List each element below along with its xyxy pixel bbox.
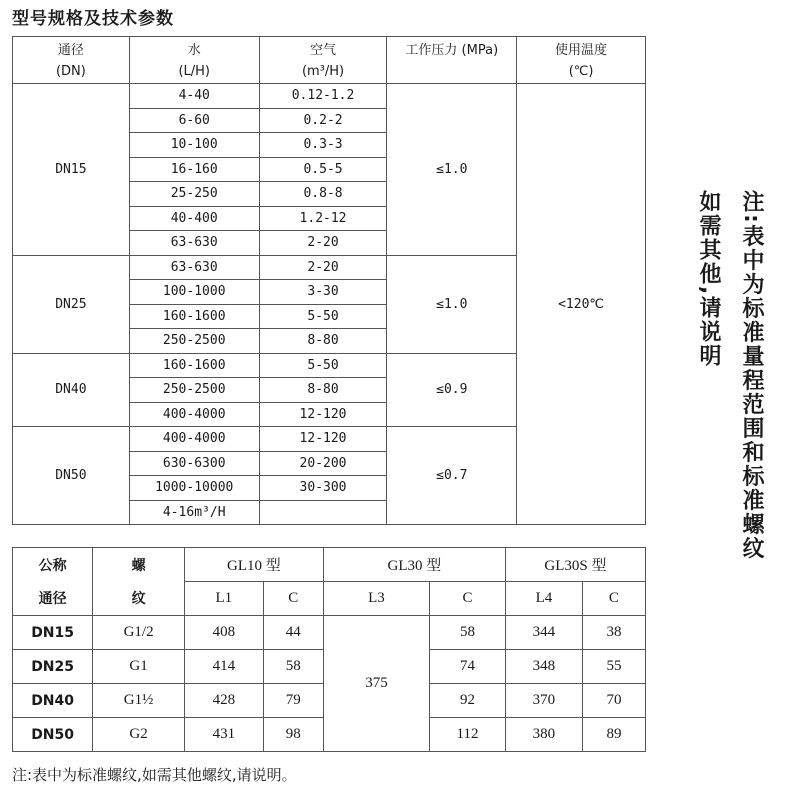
- gl10-c: 98: [263, 718, 323, 752]
- dn-size: DN50: [13, 718, 93, 752]
- air-flow-range: [259, 500, 387, 525]
- dn-size: DN25: [13, 255, 130, 353]
- gl10-l1: 414: [184, 650, 263, 684]
- page-title: 型号规格及技术参数: [12, 9, 174, 29]
- air-flow-range: 0.3-3: [259, 133, 387, 158]
- water-flow-range: 400-4000: [129, 402, 259, 427]
- spec-header-1-bottom: (L/H): [129, 60, 259, 84]
- water-flow-range: 160-1600: [129, 304, 259, 329]
- spec-table: [12, 36, 646, 525]
- gl30-header: GL30 型: [323, 548, 505, 582]
- operating-temperature: <120℃: [517, 84, 646, 525]
- air-flow-range: 0.8-8: [259, 182, 387, 207]
- gl10-l1: 431: [184, 718, 263, 752]
- water-flow-range: 630-6300: [129, 451, 259, 476]
- water-flow-range: 250-2500: [129, 378, 259, 403]
- gl30s-c: 55: [582, 650, 645, 684]
- thread-size: G1: [93, 650, 185, 684]
- gl10-c: 79: [263, 684, 323, 718]
- vertical-note-request: 如需其他,请说明: [696, 190, 721, 369]
- l4-header: L4: [505, 582, 582, 616]
- gl10-l1: 428: [184, 684, 263, 718]
- footnote: 注:表中为标准螺纹,如需其他螺纹,请说明。: [12, 766, 297, 784]
- water-flow-range: 4-40: [129, 84, 259, 109]
- l3-header: L3: [323, 582, 429, 616]
- gl30s-l4: 348: [505, 650, 582, 684]
- gl30s-l4: 370: [505, 684, 582, 718]
- spec-header-0-bottom: (DN): [13, 60, 130, 84]
- dn-size: DN15: [13, 84, 130, 256]
- working-pressure: ≤1.0: [387, 255, 517, 353]
- gl10-header: GL10 型: [184, 548, 323, 582]
- nominal-header-top: 公称: [13, 548, 93, 582]
- air-flow-range: 1.2-12: [259, 206, 387, 231]
- l1-header: L1: [184, 582, 263, 616]
- spec-header-1-top: 水: [129, 37, 259, 61]
- water-flow-range: 6-60: [129, 108, 259, 133]
- thread-size: G1/2: [93, 616, 185, 650]
- gl30s-header: GL30S 型: [505, 548, 645, 582]
- air-flow-range: 0.2-2: [259, 108, 387, 133]
- gl30s-l4: 380: [505, 718, 582, 752]
- water-flow-range: 250-2500: [129, 329, 259, 354]
- gl10-l1: 408: [184, 616, 263, 650]
- c1-header: C: [263, 582, 323, 616]
- air-flow-range: 2-20: [259, 231, 387, 256]
- dimension-row: [13, 616, 646, 650]
- thread-size: G2: [93, 718, 185, 752]
- vertical-note-range: 注:表中为标准量程范围和标准螺纹: [739, 190, 764, 561]
- spec-row: [13, 84, 646, 109]
- gl10-c: 44: [263, 616, 323, 650]
- water-flow-range: 1000-10000: [129, 476, 259, 501]
- gl30s-l4: 344: [505, 616, 582, 650]
- dn-size: DN50: [13, 427, 130, 525]
- gl30-l3: 375: [323, 616, 429, 752]
- gl30s-c: 70: [582, 684, 645, 718]
- working-pressure: ≤0.9: [387, 353, 517, 427]
- spec-header-3-bottom: [387, 60, 517, 84]
- gl30-c: 92: [430, 684, 506, 718]
- gl30-c: 58: [430, 616, 506, 650]
- air-flow-range: 3-30: [259, 280, 387, 305]
- spec-header-4-bottom: (℃): [517, 60, 646, 84]
- water-flow-range: 63-630: [129, 255, 259, 280]
- thread-header-bottom: 纹: [93, 582, 185, 616]
- water-flow-range: 10-100: [129, 133, 259, 158]
- dimension-table: [12, 547, 646, 752]
- water-flow-range: 16-160: [129, 157, 259, 182]
- dn-size: DN40: [13, 684, 93, 718]
- air-flow-range: 5-50: [259, 353, 387, 378]
- air-flow-range: 0.12-1.2: [259, 84, 387, 109]
- gl30-c: 74: [430, 650, 506, 684]
- air-flow-range: 8-80: [259, 378, 387, 403]
- c3-header: C: [582, 582, 645, 616]
- air-flow-range: 20-200: [259, 451, 387, 476]
- air-flow-range: 12-120: [259, 427, 387, 452]
- dn-size: DN40: [13, 353, 130, 427]
- dn-size: DN25: [13, 650, 93, 684]
- air-flow-range: 2-20: [259, 255, 387, 280]
- working-pressure: ≤1.0: [387, 84, 517, 256]
- dn-size: DN15: [13, 616, 93, 650]
- spec-header-2-top: 空气: [259, 37, 387, 61]
- spec-header-2-bottom: (m³/H): [259, 60, 387, 84]
- gl30s-c: 89: [582, 718, 645, 752]
- air-flow-range: 8-80: [259, 329, 387, 354]
- working-pressure: ≤0.7: [387, 427, 517, 525]
- water-flow-range: 4-16m³/H: [129, 500, 259, 525]
- water-flow-range: 25-250: [129, 182, 259, 207]
- water-flow-range: 400-4000: [129, 427, 259, 452]
- spec-header-4-top: 使用温度: [517, 37, 646, 61]
- gl10-c: 58: [263, 650, 323, 684]
- air-flow-range: 5-50: [259, 304, 387, 329]
- gl30s-c: 38: [582, 616, 645, 650]
- spec-header-3-top: 工作压力 (MPa): [387, 37, 517, 61]
- nominal-header-bottom: 通径: [13, 582, 93, 616]
- spec-header-0-top: 通径: [13, 37, 130, 61]
- thread-size: G1½: [93, 684, 185, 718]
- gl30-c: 112: [430, 718, 506, 752]
- water-flow-range: 160-1600: [129, 353, 259, 378]
- thread-header-top: 螺: [93, 548, 185, 582]
- air-flow-range: 0.5-5: [259, 157, 387, 182]
- water-flow-range: 40-400: [129, 206, 259, 231]
- water-flow-range: 100-1000: [129, 280, 259, 305]
- air-flow-range: 12-120: [259, 402, 387, 427]
- water-flow-range: 63-630: [129, 231, 259, 256]
- c2-header: C: [430, 582, 506, 616]
- air-flow-range: 30-300: [259, 476, 387, 501]
